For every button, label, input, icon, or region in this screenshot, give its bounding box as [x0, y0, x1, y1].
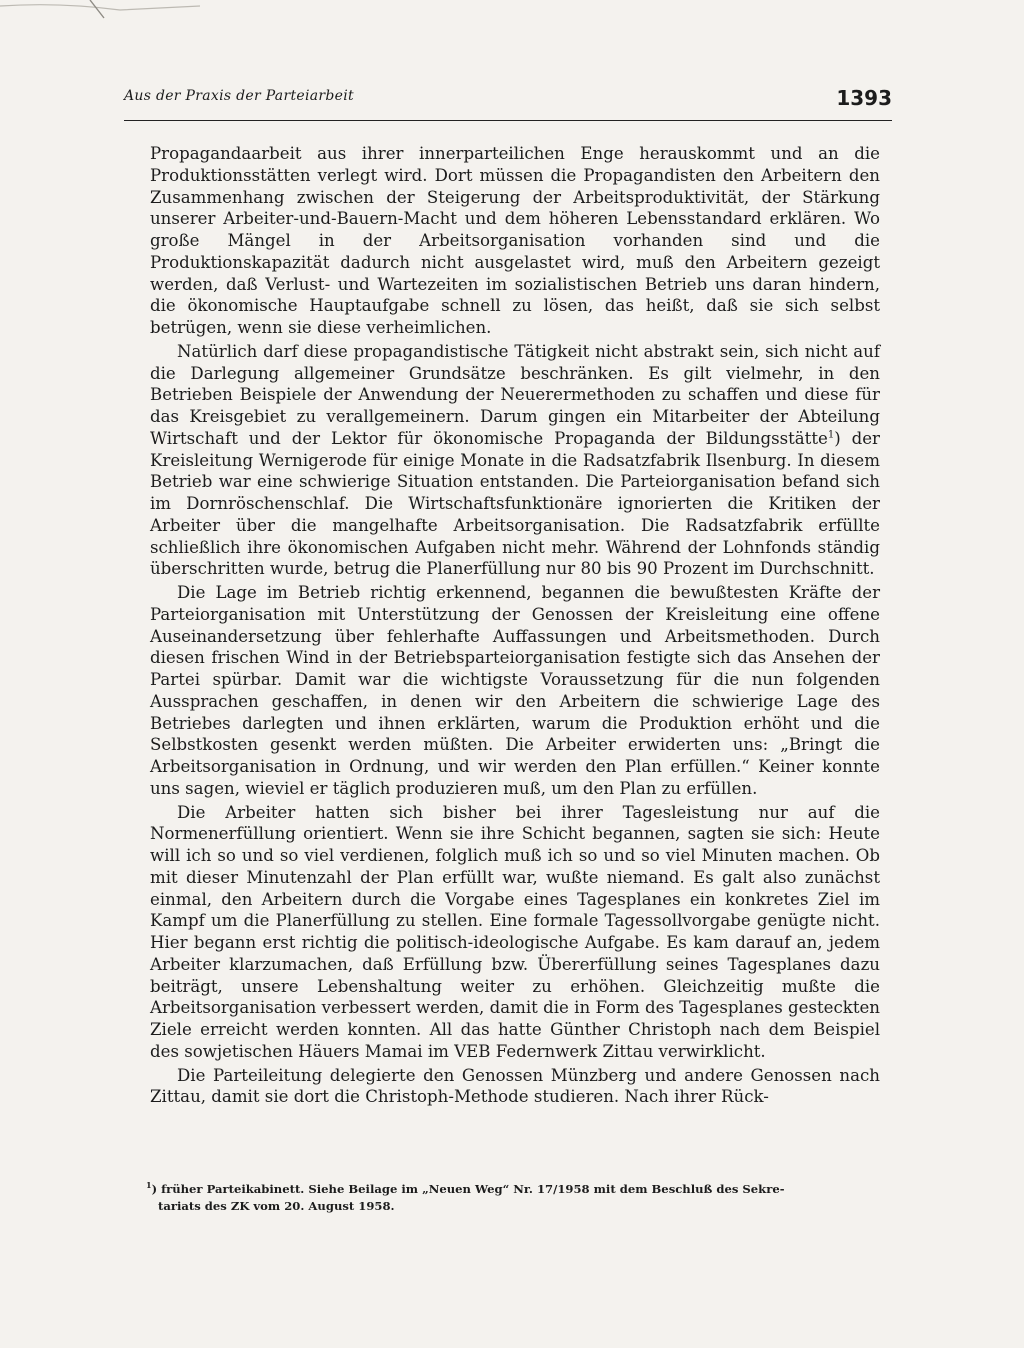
- page-header: [124, 86, 892, 116]
- body-text: [150, 143, 880, 1110]
- paragraph-2-part-a: Natürlich darf diese propagandistische Tätigkeit nicht abstrakt sein, sich nicht auf die Darlegung allgemeiner Grundsätze beschränken. Es gilt vielmehr, in den Betrieben Beispiele der Anwendung der Neuerermethoden zu schaffen und diese für das Kreisgebiet zu verallgemeinern. Darum gingen ein Mitarbeiter der Abteilung Wirtschaft und der Lektor für ökonomische Propaganda der Bildungsstätte: [150, 341, 880, 448]
- paragraph-5: Die Parteileitung delegierte den Genossen Münzberg und andere Genossen nach Zittau, damit sie dort die Christoph-Methode studieren. Nach ihrer Rück-: [150, 1065, 880, 1107]
- scan-edge-mark: [0, 0, 200, 40]
- footnote-line-2: tariats des ZK vom 20. August 1958.: [158, 1199, 395, 1213]
- paragraph-2-part-b: ) der Kreisleitung Wernigerode für einige Monate in die Radsatzfabrik Ilsenburg. In diesem Betrieb war eine schwierige Situation entstanden. Die Parteiorganisation befand sich im Dornröschenschlaf. Die Wirtschaftsfunktionäre ignorierten die Kritiken der Arbeiter über die mangelhafte Arbeitsorganisation. Die Radsatzfabrik erfüllte schließlich ihre ökonomischen Aufgaben nicht mehr. Während der Lohnfonds ständig überschritten wurde, betrug die Planerfüllung nur 80 bis 90 Prozent im Durchschnitt.: [150, 428, 880, 579]
- footnote-reference: 1: [827, 429, 835, 441]
- paragraph-4: Die Arbeiter hatten sich bisher bei ihrer Tagesleistung nur auf die Normenerfüllung orientiert. Wenn sie ihre Schicht begannen, sagten sie sich: Heute will ich so und so viel verdienen, folglich muß ich so und so viel Minuten machen. Ob mit dieser Minutenzahl der Plan erfüllt war, wußte niemand. Es galt also zunächst einmal, den Arbeitern durch die Vorgabe eines Tagesplanes ein konkretes Ziel im Kampf um die Planerfüllung zu stellen. Eine formale Tagessollvorgabe genügte nicht. Hier begann erst richtig die politisch-ideologische Aufgabe. Es kam darauf an, jedem Arbeiter klarzumachen, daß Erfüllung bzw. Übererfüllung seines Tagesplanes dazu beiträgt, unsere Lebenshaltung weiter zu erhöhen. Gleichzeitig mußte die Arbeitsorganisation verbessert werden, damit die in Form des Tagesplanes gesteckten Ziele erreicht werden konnten. All das hatte Günther Christoph nach dem Beispiel des sowjetischen Häuers Mamai im VEB Federnwerk Zittau verwirklicht.: [150, 802, 880, 1061]
- paragraph-3: Die Lage im Betrieb richtig erkennend, begannen die bewußtesten Kräfte der Parteiorganisation mit Unterstützung der Genossen der Kreisleitung eine offene Auseinandersetzung über fehlerhafte Auffassungen und Arbeitsmethoden. Durch diesen frischen Wind in der Betriebsparteiorganisation festigte sich das Ansehen der Partei spürbar. Damit war die wichtigste Voraussetzung für die nun folgenden Aussprachen geschaffen, in denen wir den Arbeitern die schwierige Lage des Betriebes darlegten und ihnen erklärten, warum die Produktion erhöht und die Selbstkosten gesenkt werden müßten. Die Arbeiter erwiderten uns: „Bringt die Arbeitsorganisation in Ordnung, und wir werden den Plan erfüllen.“ Keiner konnte uns sagen, wieviel er täglich produzieren muß, um den Plan zu erfüllen.: [150, 583, 880, 798]
- footnote-text-1: ) früher Parteikabinett. Siehe Beilage im „Neuen Weg“ Nr. 17/1958 mit dem Beschluß des Sekre-: [151, 1182, 785, 1196]
- page-number: 1393: [836, 86, 892, 110]
- footnote: [146, 1181, 884, 1215]
- paragraph-2: [150, 341, 880, 580]
- paragraph-1: Propagandaarbeit aus ihrer innerparteilichen Enge herauskommt und an die Produktionsstätten verlegt wird. Dort müssen die Propagandisten den Arbeitern den Zusammenhang zwischen der Steigerung der Arbeitsproduktivität, der Stärkung unserer Arbeiter-und-Bauern-Macht und dem höheren Lebensstandard erklären. Wo große Mängel in der Arbeitsorganisation vorhanden sind und die Produktionskapazität dadurch nicht ausgelastet wird, muß den Arbeitern gezeigt werden, daß Verlust- und Wartezeiten im sozialistischen Betrieb uns daran hindern, die ökonomische Hauptaufgabe schnell zu lösen, das heißt, daß sie sich selbst betrügen, wenn sie diese verheimlichen.: [150, 144, 880, 337]
- header-rule: [124, 120, 892, 121]
- footnote-line-1: [146, 1181, 884, 1198]
- footnote-mark: 1: [146, 1180, 152, 1191]
- running-title: Aus der Praxis der Parteiarbeit: [124, 88, 354, 104]
